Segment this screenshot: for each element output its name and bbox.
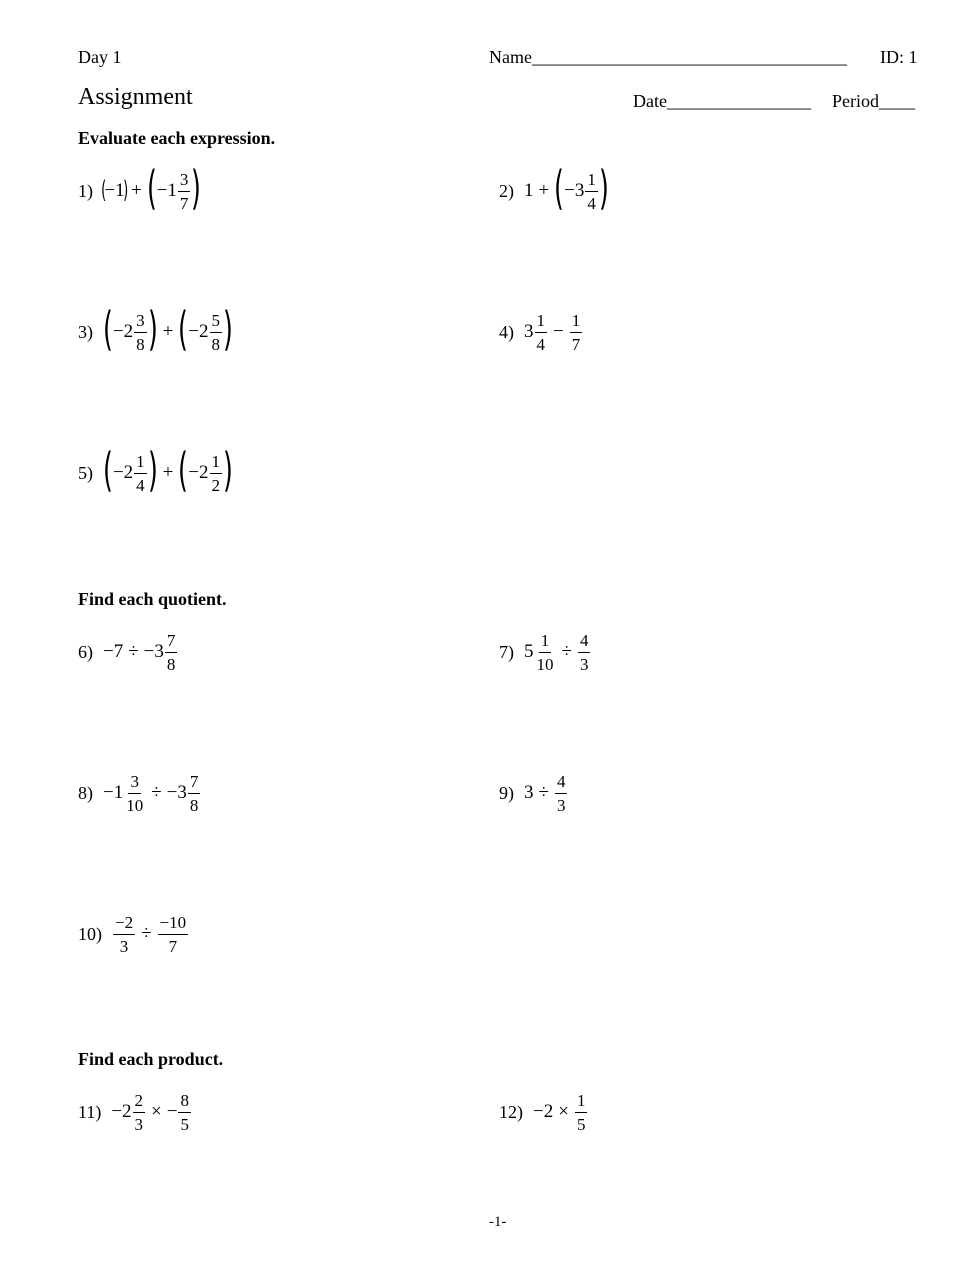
problem-12: [499, 1086, 588, 1138]
operator: ÷: [151, 782, 162, 803]
section-title-evaluate: Evaluate each expression.: [78, 128, 276, 148]
problem-10: [78, 908, 189, 960]
operator: ×: [151, 1101, 162, 1122]
fraction: [575, 1092, 588, 1133]
numerator: 1: [535, 312, 548, 333]
problem-number: 11): [78, 1101, 102, 1122]
right-paren: ): [191, 161, 202, 215]
fraction: [134, 312, 147, 353]
operator: ÷: [128, 641, 139, 662]
denominator: 8: [166, 654, 176, 674]
problem-8: [78, 767, 201, 819]
fraction: [535, 312, 548, 353]
fraction: [188, 773, 201, 814]
problem-7: [499, 626, 591, 678]
numerator: −10: [158, 914, 189, 935]
problem-number: 5): [78, 462, 93, 483]
problem-3: [78, 302, 233, 358]
fraction: [578, 632, 591, 673]
problem-number: 4): [499, 321, 514, 342]
numerator: 1: [539, 632, 552, 653]
denominator: 7: [168, 936, 178, 956]
fraction: [165, 632, 178, 673]
page-title: Assignment: [78, 84, 193, 110]
whole-number: −1: [103, 782, 124, 803]
right-paren: ): [598, 161, 609, 215]
fraction: [134, 453, 147, 494]
right-paren: ): [223, 443, 233, 497]
fraction: [570, 312, 583, 353]
numerator: 7: [188, 773, 201, 794]
date-field-label: Date________________: [633, 91, 811, 111]
operator: +: [162, 462, 174, 483]
whole-number: −3: [143, 641, 164, 662]
denominator: 5: [576, 1114, 586, 1134]
operator: +: [538, 180, 550, 201]
denominator: 7: [571, 334, 581, 354]
problem-6: [78, 626, 178, 678]
numerator: 2: [133, 1092, 146, 1113]
operator: ÷: [538, 782, 549, 803]
problem-number: 6): [78, 641, 93, 662]
whole-number: −2: [112, 321, 134, 342]
numerator: 3: [134, 312, 147, 333]
operator: ÷: [141, 923, 152, 944]
fraction: [555, 773, 568, 814]
denominator: 4: [536, 334, 545, 354]
denominator: 10: [536, 654, 554, 674]
denominator: 3: [134, 1114, 144, 1134]
numerator: −2: [113, 914, 135, 935]
problem-number: 7): [499, 641, 514, 662]
fraction: [178, 171, 191, 212]
operator: ×: [558, 1101, 569, 1122]
problem-number: 8): [78, 782, 93, 803]
numerator: 1: [570, 312, 583, 333]
operator: +: [162, 321, 174, 342]
section-title-product: Find each product.: [78, 1049, 224, 1069]
fraction: [113, 914, 135, 955]
problem-1: [78, 161, 202, 217]
denominator: 2: [211, 475, 221, 495]
numerator: 1: [210, 453, 223, 474]
denominator: 8: [136, 334, 145, 354]
problem-9: [499, 767, 568, 819]
period-field-label: Period____: [832, 91, 915, 111]
left-paren: (: [178, 302, 189, 356]
problem-2: [499, 161, 609, 217]
denominator: 3: [119, 936, 129, 956]
numerator: 7: [165, 632, 178, 653]
denominator: 7: [179, 193, 189, 213]
problem-number: 3): [78, 321, 93, 342]
left-paren: (: [101, 176, 107, 204]
fraction: [535, 632, 556, 673]
numerator: 4: [555, 773, 568, 794]
operator: ÷: [561, 641, 572, 662]
denominator: 4: [587, 193, 596, 213]
left-paren: (: [103, 443, 113, 497]
left-paren: (: [178, 443, 189, 497]
fraction: [210, 453, 223, 494]
fraction: [158, 914, 189, 955]
fraction: [133, 1092, 146, 1133]
denominator: 4: [136, 475, 145, 495]
left-paren: (: [554, 161, 565, 215]
operator: −: [553, 321, 564, 342]
whole-number: −1: [104, 180, 125, 201]
problem-5: [78, 443, 233, 499]
problem-4: [499, 306, 583, 358]
whole-number: −2: [112, 462, 134, 483]
numerator: 3: [178, 171, 191, 192]
numerator: 5: [210, 312, 223, 333]
numerator: 1: [585, 171, 598, 192]
whole-number: −2: [111, 1101, 132, 1122]
numerator: 1: [575, 1092, 588, 1113]
whole-number: −1: [156, 180, 177, 201]
denominator: 10: [126, 795, 144, 815]
problem-number: 10): [78, 923, 102, 944]
right-paren: ): [223, 302, 233, 356]
fraction: [124, 773, 145, 814]
id-label: ID: 1: [880, 47, 918, 67]
denominator: 8: [211, 334, 221, 354]
day-label: Day 1: [78, 47, 122, 67]
whole-number: 5: [524, 641, 534, 662]
whole-number: −3: [166, 782, 187, 803]
whole-number: 1: [524, 180, 534, 201]
whole-number: −7: [103, 641, 124, 662]
right-paren: ): [122, 176, 128, 204]
numerator: 3: [128, 773, 141, 794]
denominator: 3: [556, 795, 566, 815]
negative-sign: −: [166, 1101, 178, 1122]
operator: +: [130, 180, 142, 201]
left-paren: (: [103, 302, 113, 356]
problem-number: 1): [78, 180, 93, 201]
right-paren: ): [147, 443, 158, 497]
whole-number: −2: [188, 321, 209, 342]
name-field-label: Name___________________________________: [489, 47, 847, 67]
fraction: [210, 312, 223, 353]
numerator: 4: [578, 632, 591, 653]
denominator: 8: [189, 795, 199, 815]
section-title-quotient: Find each quotient.: [78, 589, 227, 609]
denominator: 5: [180, 1114, 189, 1134]
whole-number: −3: [564, 180, 585, 201]
fraction: [178, 1092, 191, 1133]
problem-11: [78, 1086, 192, 1138]
numerator: 8: [178, 1092, 191, 1113]
whole-number: −2: [188, 462, 209, 483]
fraction: [585, 171, 598, 212]
problem-number: 12): [499, 1101, 523, 1122]
whole-number: 3: [524, 782, 534, 803]
left-paren: (: [146, 161, 157, 215]
whole-number: 3: [524, 321, 534, 342]
denominator: 3: [579, 654, 589, 674]
problem-number: 9): [499, 782, 514, 803]
page-number: -1-: [489, 1214, 507, 1230]
numerator: 1: [134, 453, 147, 474]
problem-number: 2): [499, 180, 514, 201]
right-paren: ): [147, 302, 158, 356]
whole-number: −2: [533, 1101, 554, 1122]
